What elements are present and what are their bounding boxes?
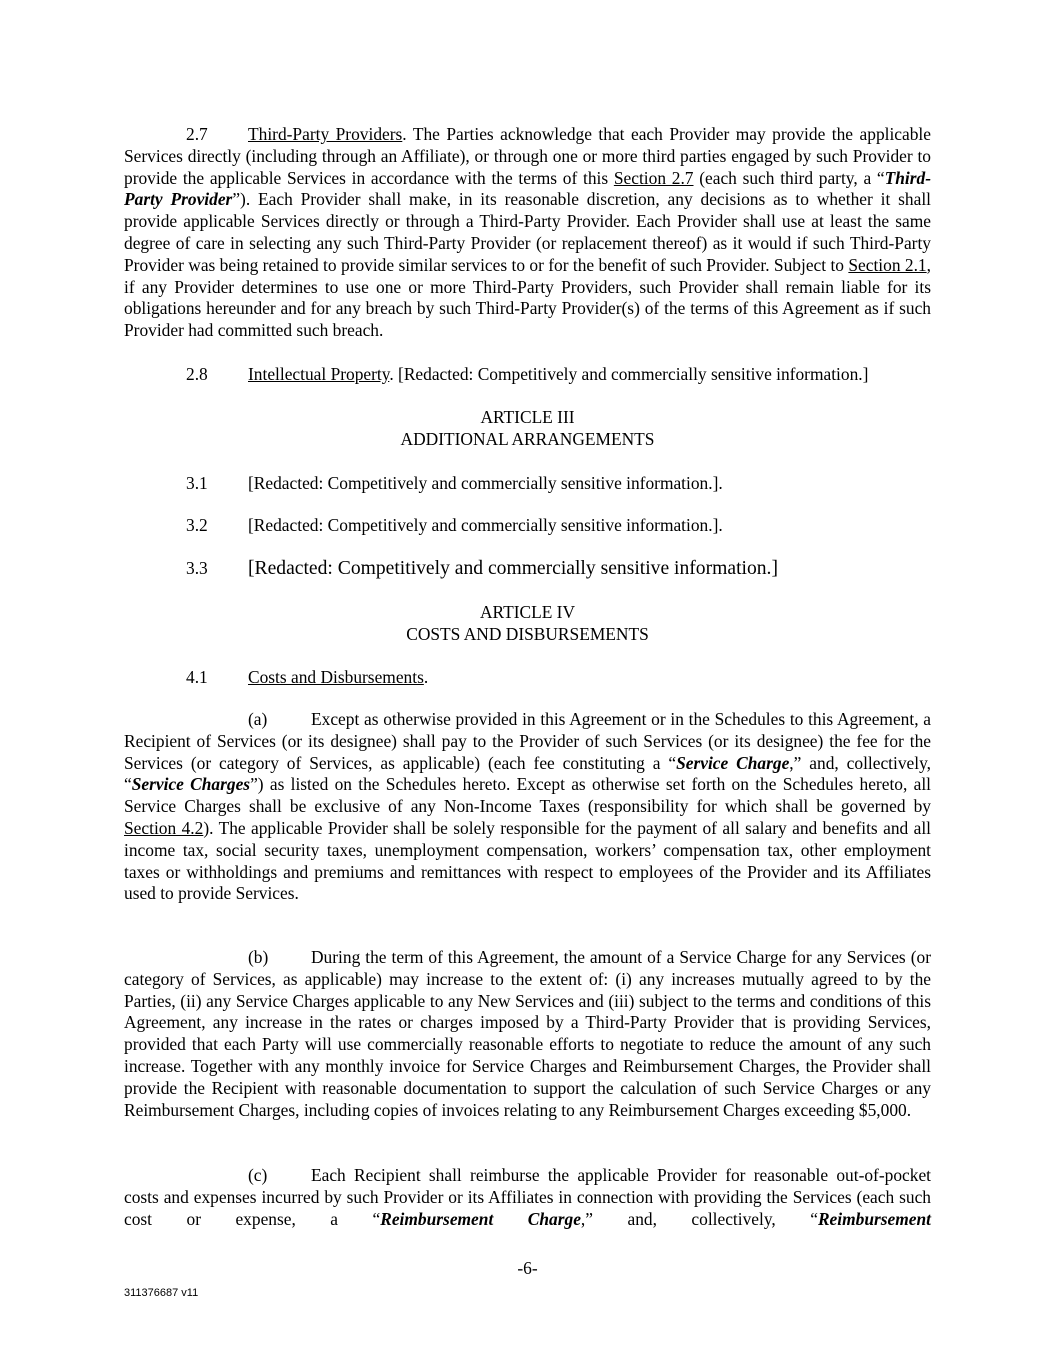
section-4-1	[124, 667, 931, 689]
section-heading: Costs and Disbursements	[248, 667, 424, 687]
section-ref: Section 2.1	[848, 254, 927, 275]
section-3-3	[124, 558, 931, 580]
defined-term: Third-Party Provider	[124, 167, 932, 210]
paragraph-text: Except as otherwise provided in this Agreement or in the Schedules to this Agreement, a Recipient of Services (or its designee) shall pay to the Provider of such Services (or its designee) the fee for the Services (or category of Services, as applicable) (each fee constituting a “	[124, 709, 931, 773]
section-text: [Redacted: Competitively and commercially sensitive information.].	[248, 515, 723, 535]
paragraph-text: ). The applicable Provider shall be solely responsible for the payment of all salary and benefits and all income tax, social security taxes, unemployment compensation, workers’ compensation tax, other employment taxes or withholdings and premiums and remittances with respect to employees of the Provider and its Affiliates used to provide Services.	[124, 817, 932, 904]
paragraph-label: (a)	[248, 709, 268, 729]
paragraph-b	[124, 947, 931, 1121]
section-3-2	[124, 515, 931, 537]
defined-term: Reimbursement Charge	[380, 1208, 581, 1229]
article-4-title: ARTICLE IV	[479, 602, 576, 622]
defined-term: Service Charges	[131, 774, 251, 795]
paragraph-text: Each Recipient shall reimburse the applicable Provider for reasonable out-of-pocket costs and expenses incurred by such Provider or its Affiliates in connection with providing the Services (each such cost or expense, a “	[124, 1165, 931, 1229]
section-ref: Section 2.7	[613, 167, 694, 188]
document-id: 311376687 v11	[124, 1287, 199, 1299]
section-ref: Section 4.2	[124, 817, 204, 838]
paragraph-text: ,” and, collectively, “	[580, 1208, 818, 1229]
section-2-7	[124, 124, 931, 342]
paragraph-text: ”) as listed on the Schedules hereto. Except as otherwise set forth on the Schedules hereto, all Service Charges shall be exclusive of any Non-Income Taxes (responsibility for which shall be governed by	[124, 774, 931, 817]
section-number: 3.1	[186, 473, 208, 493]
article-4-subtitle: COSTS AND DISBURSEMENTS	[406, 624, 649, 644]
paragraph-text: ,” and, collectively, “	[124, 752, 931, 795]
section-3-1	[124, 473, 931, 495]
section-2-8	[124, 364, 931, 386]
section-text: . [Redacted: Competitively and commercially sensitive information.]	[389, 364, 869, 384]
defined-term: Service Charge	[676, 752, 790, 773]
section-number: 2.7	[186, 124, 208, 144]
section-number: 3.2	[186, 515, 208, 535]
article-3-title: ARTICLE III	[480, 407, 575, 427]
section-number: 3.3	[186, 558, 208, 578]
section-text: ”). Each Provider shall make, in its reasonable discretion, any decisions as to whether it shall provide applicable Services directly or through a Third-Party Provider. Each Provider shall use at least the same degree of care in selecting any such Third-Party Provider (or replacement thereof) as it would if such Third-Party Provider was being retained to provide similar services to or for the benefit of such Provider. Subject to	[124, 189, 931, 275]
article-3-subtitle: ADDITIONAL ARRANGEMENTS	[400, 429, 655, 449]
section-text: , if any Provider determines to use one or more Third-Party Providers, such Provider shall remain liable for its obligations hereunder and for any breach by such Third-Party Provider(s) of the terms of this Agreement as if such Provider had committed such breach.	[124, 254, 931, 341]
page-number: -6-	[517, 1258, 538, 1278]
paragraph-label: (b)	[248, 947, 269, 967]
paragraph-label: (c)	[248, 1165, 268, 1185]
defined-term: Reimbursement	[817, 1208, 932, 1229]
section-text: (each such third party, a “	[693, 167, 885, 188]
paragraph-c	[124, 1165, 931, 1230]
paragraph-text: During the term of this Agreement, the amount of a Service Charge for any Services (or category of Services, as applicable) may increase to the extent of: (i) any increases mutually agreed to by the Parties, (ii) any Service Charges applicable to any New Services and (iii) subject to the terms and conditions of this Agreement, any increase in the rates or charges imposed by a Third-Party Provider that is providing Services, provided that each Party will use commercially reasonable efforts to negotiate to reduce the amount of any such increase. Together with any monthly invoice for Service Charges and Reimbursement Charges, the Provider shall provide the Recipient with reasonable documentation to support the calculation of such Service Charges or any Reimbursement Charges, including copies of invoices relating to any Reimbursement Charges exceeding $5,000.	[124, 947, 931, 1120]
section-heading: Intellectual Property	[248, 364, 390, 384]
section-text: [Redacted: Competitively and commercially sensitive information.].	[248, 473, 723, 493]
section-number: 2.8	[186, 364, 208, 384]
section-text: . The Parties acknowledge that each Provider may provide the applicable Services directly (including through an Affiliate), or through one or more third parties engaged by such Provider to provide the applicable Services in accordance with the terms of this	[124, 124, 931, 188]
section-number: 4.1	[186, 667, 208, 687]
section-text: [Redacted: Competitively and commercially sensitive information.]	[248, 558, 778, 579]
paragraph-a	[124, 709, 931, 905]
section-heading: Third-Party Providers	[248, 124, 403, 144]
section-text: .	[423, 667, 429, 687]
